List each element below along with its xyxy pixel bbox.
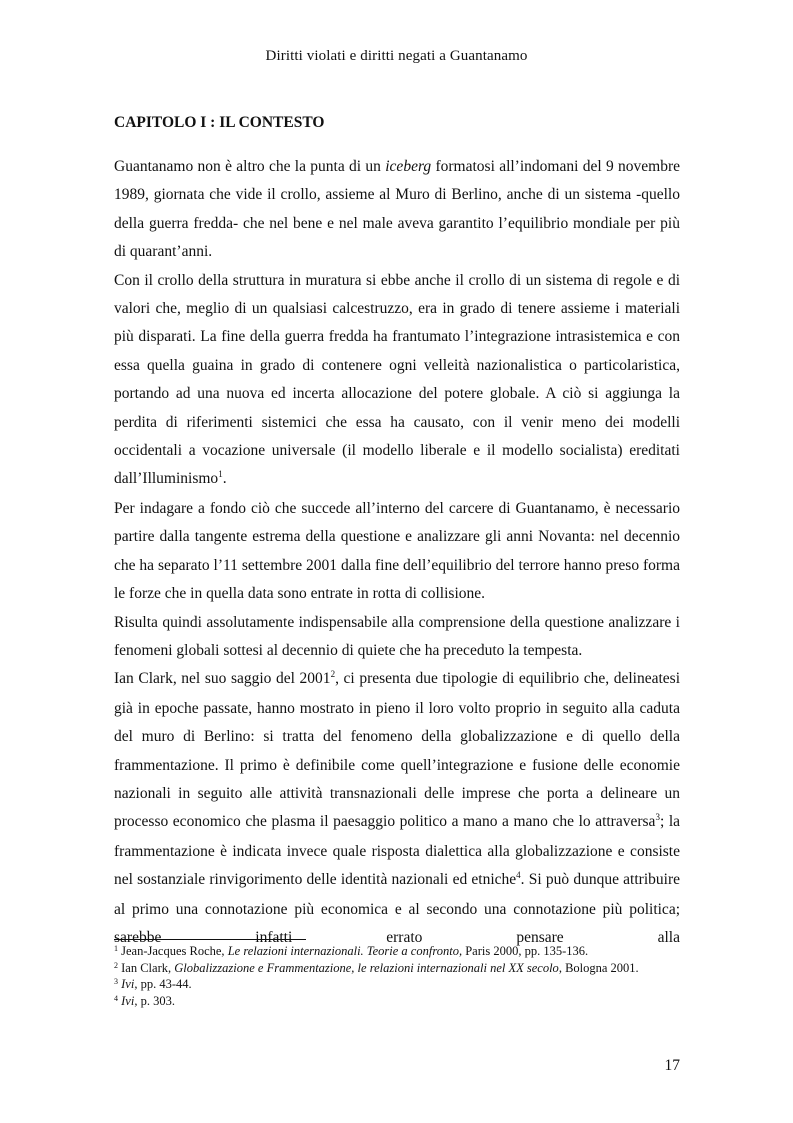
chapter-title: CAPITOLO I : IL CONTESTO (114, 114, 325, 131)
page-number: 17 (664, 1057, 680, 1074)
footnote-ref[interactable]: 1 (218, 469, 223, 480)
footnote-divider (114, 939, 306, 940)
footnote-ref[interactable]: 2 (330, 669, 336, 680)
footnote: $^2$ Ian Clark, Globalizzazione e Frammentazione, le relazioni internazionali nel XX secolo, Bologna 2001. (114, 960, 639, 975)
running-header: Diritti violati e diritti negati a Guantanamo (265, 48, 528, 64)
footnote: $^1$ Jean-Jacques Roche, Le relazioni internazionali. Teorie a confronto, Paris 2000, pp. 135-136. (114, 944, 589, 958)
paragraph: Per indagare a fondo ciò che succede all’interno del carcere di Guantanamo, è necessario partire dalla tangente estrema della questione e analizzare gli anni Novanta: nel decennio che ha separato l’11 settembre 2001 dalla fine dell’equilibrio del terrore hanno preso forma le forze che in quella data sono entrate in rotta di collisione. (114, 499, 680, 603)
paragraph: Con il crollo della struttura in muratura si ebbe anche il crollo di un sistema di regole e di valori che, meglio di un qualsiasi calcestruzzo, era in grado di tenere assieme i materiali più disparati. La fine della guerra fredda ha frantumato l’integrazione intrasistemica e con essa quella guaina in grado di contenere ogni velleità nazionalistica o particolaristica, portando ad una nuova ed incerta allocazione del potere globale. A ciò si aggiunga la perdita di riferimenti sistemici che essa ha causato, con il venir meno dei modelli occidentali a vocazione universale (il modello liberale e il modello socialista) ereditati dall’Illuminismo$^1$. (114, 271, 680, 488)
footnote: $^4$ Ivi, p. 303. (114, 993, 175, 1008)
paragraph: Risulta quindi assolutamente indispensabile alla comprensione della questione analizzare i fenomeni globali sottesi al decennio di quiete che ha preceduto la tempesta. (114, 613, 680, 659)
emphasis: iceberg (385, 158, 432, 175)
footnotes (114, 944, 694, 1010)
body-text (114, 153, 680, 952)
paragraph: Guantanamo non è altro che la punta di un iceberg formatosi all’indomani del 9 novembre 1989, giornata che vide il crollo, assieme al Muro di Berlino, anche di un sistema -quello della guerra fredda- che nel bene e nel male aveva garantito l’equilibrio mondiale per più di quarant’anni. (114, 158, 680, 261)
footnote-ref[interactable]: 4 (516, 870, 521, 881)
footnote: $^3$ Ivi, pp. 43-44. (114, 977, 192, 991)
paragraph: Ian Clark, nel suo saggio del 2001$^2$, ci presenta due tipologie di equilibrio che, delineatesi già in epoche passate, hanno mostrato in pieno il loro volto proprio in seguito alla caduta del muro di Berlino: si tratta del fenomeno della globalizzazione e di quello della frammentazione. Il primo è definibile come quell’integrazione e fusione delle economie nazionali in seguito alle attività transnazionali delle imprese che porta a delineare un processo economico che plasma il paesaggio politico a mano a mano che lo attraversa$^3$; la frammentazione è indicata invece quale risposta dialettica alla globalizzazione e consiste nel sostanziale rinvigorimento delle identità nazionali ed etniche$^4$. Si può dunque attribuire al primo una connotazione più economica e al secondo una connotazione più politica; sarebbe infatti errato pensare alla (114, 669, 680, 946)
footnote-ref[interactable]: 3 (655, 812, 660, 823)
